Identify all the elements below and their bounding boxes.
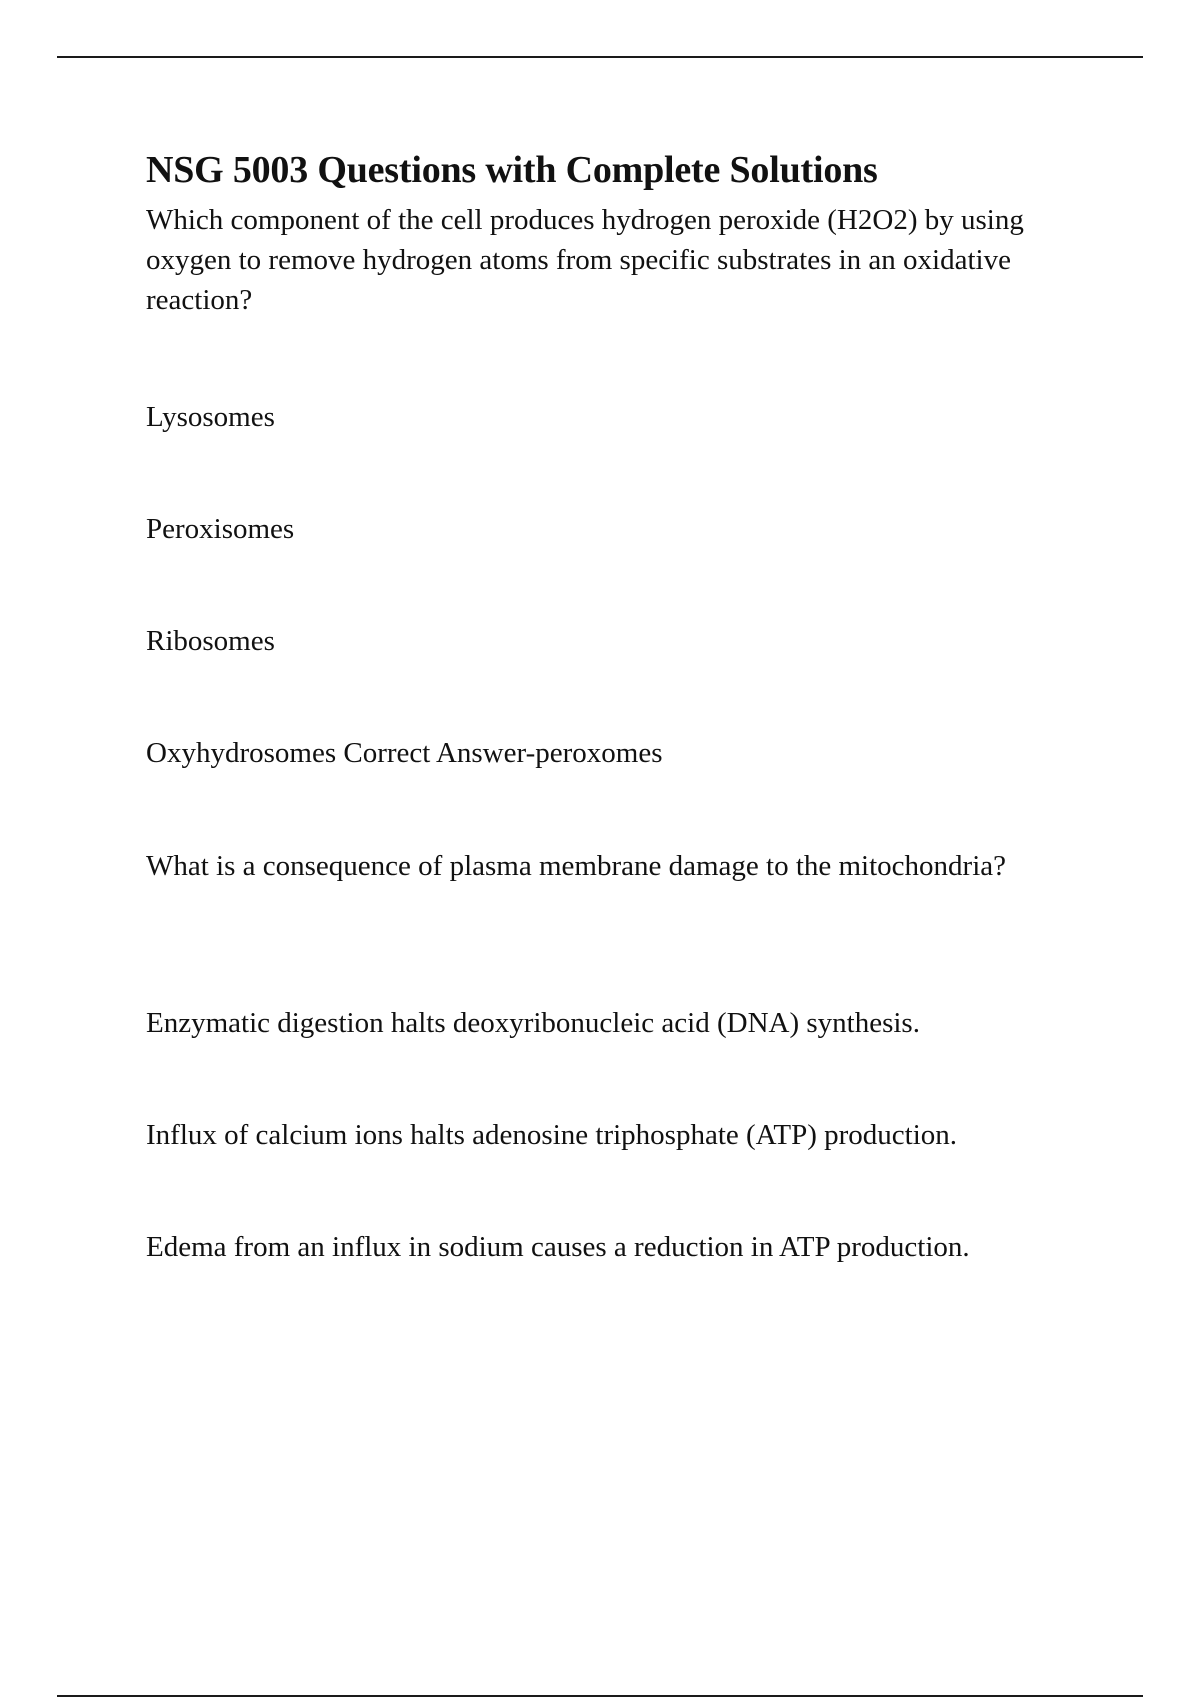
question-2-text: What is a consequence of plasma membrane damage to the mitochondria? <box>146 850 1007 882</box>
header-rule <box>57 56 1143 58</box>
question-1-option: Peroxisomes <box>146 513 295 545</box>
question-2-option: Enzymatic digestion halts deoxyribonucleic acid (DNA) synthesis. <box>146 1007 920 1039</box>
question-1-option-with-answer: Oxyhydrosomes Correct Answer-peroxomes <box>146 737 663 769</box>
question-2-option: Edema from an influx in sodium causes a reduction in ATP production. <box>146 1231 970 1263</box>
document-title: NSG 5003 Questions with Complete Solutions <box>146 149 878 191</box>
document-body <box>146 140 1086 1267</box>
question-1-option: Ribosomes <box>146 625 275 657</box>
question-1-option: Lysosomes <box>146 401 275 433</box>
question-1-text: Which component of the cell produces hydrogen peroxide (H2O2) by using oxygen to remove hydrogen atoms from specific substrates in an oxidative reaction? <box>146 204 1024 316</box>
footer-rule <box>57 1695 1143 1697</box>
question-2-option: Influx of calcium ions halts adenosine triphosphate (ATP) production. <box>146 1119 958 1151</box>
